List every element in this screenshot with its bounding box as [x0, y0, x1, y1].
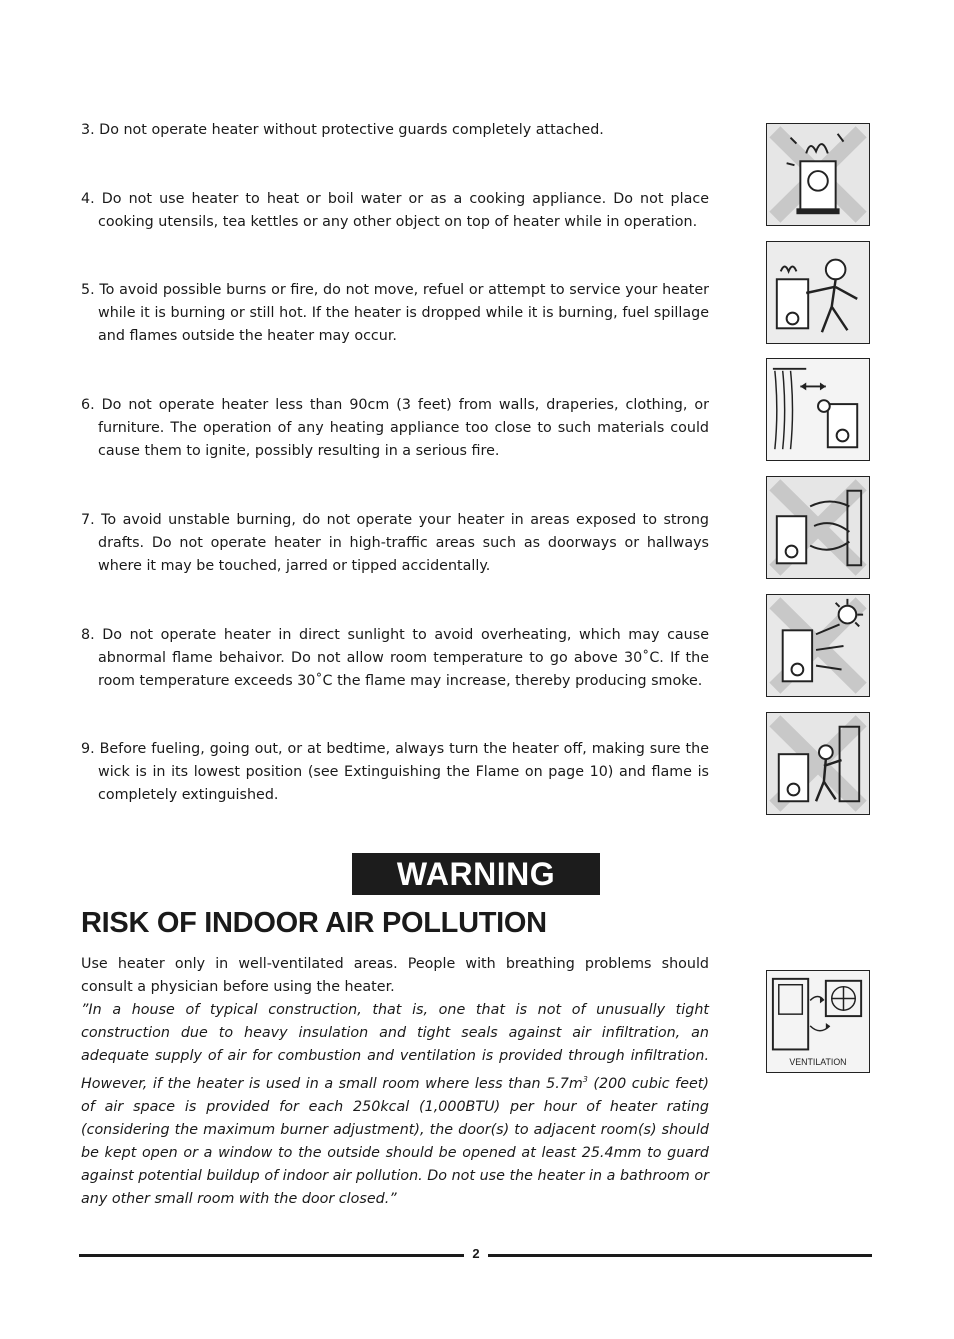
- section-heading: RISK OF INDOOR AIR POLLUTION: [81, 907, 547, 939]
- quote-text-part1: ”In a house of typical construction, that is, one that is not of unusually tight construction due to heavy insulation and tight seals against air infiltration, an adequate supply of air for combustion and ventilation is provided through infiltration. However, if the heater is used in a small room where less than 5.7m: [81, 1002, 709, 1092]
- safety-item-6: 6. Do not operate heater less than 90cm (3 feet) from walls, draperies, clothing, or furniture. The operation of any heating appliance too close to such materials could cause them to ignite, possibly resulting in a serious fire.: [81, 397, 709, 459]
- footer-rule-right: [488, 1254, 872, 1257]
- quote-superscript: 3: [582, 1075, 588, 1084]
- safety-item-5: 5. To avoid possible burns or fire, do not move, refuel or attempt to service your heater while it is burning or still hot. If the heater is dropped while it is burning, fuel spillage and flames outside the heater may occur.: [81, 282, 709, 344]
- illustration-drafts: [766, 476, 870, 579]
- illustration-ventilation: [766, 970, 870, 1073]
- illustration-clearance: [766, 358, 870, 461]
- safety-item-4: 4. Do not use heater to heat or boil water or as a cooking appliance. Do not place cooking utensils, tea kettles or any other object on top of heater while in operation.: [81, 191, 709, 230]
- heater-left-on-icon: [767, 713, 869, 814]
- ventilation-label: VENTILATION: [789, 1057, 847, 1068]
- heater-distance-from-curtain-icon: [767, 359, 869, 460]
- warning-banner: WARNING: [352, 853, 600, 895]
- illustration-no-guard: [766, 123, 870, 226]
- air-pollution-quote: [81, 999, 709, 1211]
- illustration-turn-off: [766, 712, 870, 815]
- safety-item-3: 3. Do not operate heater without protective guards completely attached.: [81, 122, 604, 138]
- safety-item-9: 9. Before fueling, going out, or at bedtime, always turn the heater off, making sure the wick is in its lowest position (see Extinguishing the Flame on page 10) and flame is completely extinguished.: [81, 741, 709, 803]
- safety-item-7: 7. To avoid unstable burning, do not operate your heater in areas exposed to strong drafts. Do not operate heater in high-traffic areas such as doorways or hallways where it may be touched, jarred or tipped accidentally.: [81, 512, 709, 574]
- page-number: 2: [472, 1246, 480, 1261]
- illustration-no-move-hot: [766, 241, 870, 344]
- ventilation-icon: [767, 971, 869, 1072]
- heater-in-sunlight-icon: [767, 595, 869, 696]
- person-carrying-hot-heater-icon: [767, 242, 869, 343]
- safety-item-8: 8. Do not operate heater in direct sunlight to avoid overheating, which may cause abnormal flame behaivor. Do not allow room temperature to go above 30˚C. If the room temperature exceeds 30˚C the flame may increase, thereby producing smoke.: [81, 627, 709, 689]
- ventilation-intro: Use heater only in well-ventilated areas. People with breathing problems should consult a physician before using the heater.: [81, 956, 709, 995]
- heater-in-draft-icon: [767, 477, 869, 578]
- footer-rule-left: [79, 1254, 464, 1257]
- quote-text-part2: (200 cubic feet) of air space is provided for each 250kcal (1,000BTU) per hour of heater rating (considering the maximum burner adjustment), the door(s) to adjacent room(s) should be kept open or a window to the outside should be opened at least 25.4mm to guard against potential buildup of indoor air pollution. Do not use the heater in a bathroom or any other small room with the door closed.”: [81, 1075, 709, 1207]
- heater-without-guard-icon: [767, 124, 869, 225]
- illustration-sunlight: [766, 594, 870, 697]
